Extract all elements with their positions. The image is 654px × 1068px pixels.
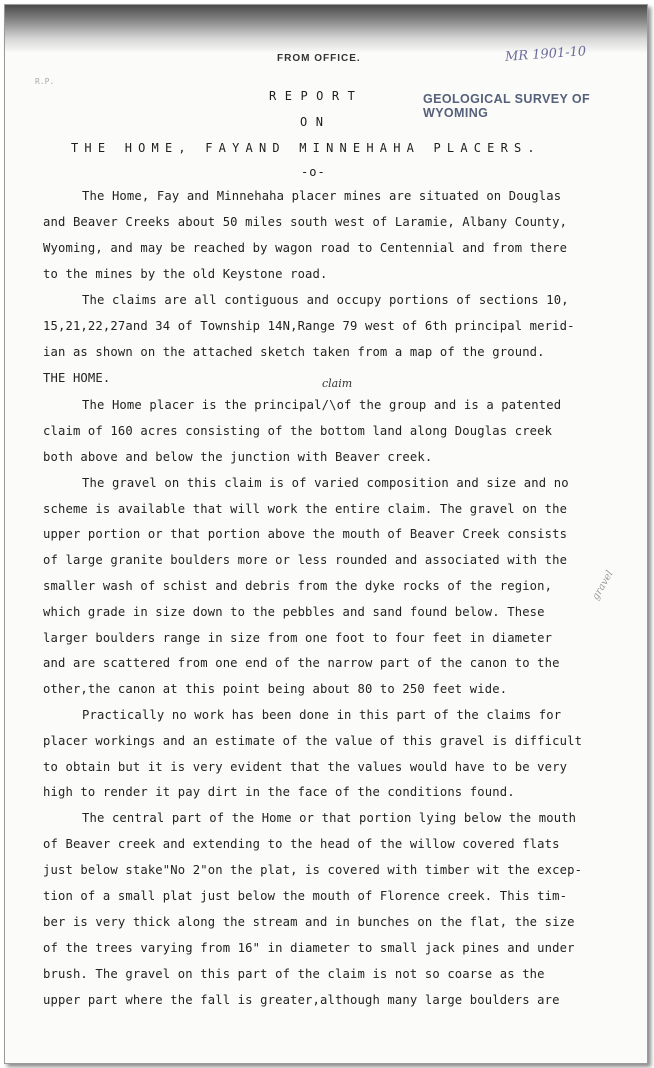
body-line: Wyoming, and may be reached by wagon road to Centennial and from there: [43, 241, 568, 255]
body-line: of large granite boulders more or less rounded and associated with the: [43, 553, 568, 567]
body-line: to the mines by the old Keystone road.: [43, 267, 328, 281]
body-line: and Beaver Creeks about 50 miles south west of Laramie, Albany County,: [43, 215, 568, 229]
from-office-header: FROM OFFICE.: [277, 53, 361, 64]
survey-stamp: GEOLOGICAL SURVEY OF WYOMING: [423, 92, 591, 120]
margin-scribble: gravel: [590, 568, 616, 603]
body-line: The Home, Fay and Minnehaha placer mines are situated on Douglas: [82, 189, 562, 203]
body-line: The central part of the Home or that portion lying below the mouth: [82, 811, 577, 825]
body-line: Practically no work has been done in this part of the claims for: [82, 708, 562, 722]
inserted-word-annotation: claim: [322, 377, 353, 390]
body-line: scheme is available that will work the entire claim. The gravel on the: [43, 502, 568, 516]
body-line: placer workings and an estimate of the value of this gravel is difficult: [43, 734, 583, 748]
body-line: to obtain but it is very evident that the values would have to be very: [43, 760, 568, 774]
title-separator: -o-: [301, 165, 326, 179]
body-line: other,the canon at this point being about 80 to 250 feet wide.: [43, 682, 508, 696]
title-report: REPORT: [269, 89, 364, 103]
body-line: THE HOME.: [43, 371, 111, 385]
body-line: brush. The gravel on this part of the claim is not so coarse as the: [43, 967, 545, 981]
body-line: and are scattered from one end of the narrow part of the canon to the: [43, 656, 560, 670]
body-line: 15,21,22,27and 34 of Township 14N,Range 79 west of 6th principal merid-: [43, 319, 575, 333]
body-line: ian as shown on the attached sketch taken from a map of the ground.: [43, 345, 545, 359]
body-line: tion of a small plat just below the mouth of Florence creek. This tim-: [43, 889, 568, 903]
body-line: upper part where the fall is greater,although many large boulders are: [43, 993, 560, 1007]
document-page: [4, 4, 648, 1064]
body-line: claim of 160 acres consisting of the bottom land along Douglas creek: [43, 424, 553, 438]
body-line: The claims are all contiguous and occupy portions of sections 10,: [82, 293, 569, 307]
body-line: larger boulders range in size from one foot to four feet in diameter: [43, 631, 553, 645]
body-line: just below stake"No 2"on the plat, is covered with timber wit the excep-: [43, 863, 583, 877]
body-line: which grade in size down to the pebbles and sand found below. These: [43, 605, 545, 619]
rp-mark: R.P.: [35, 77, 55, 86]
title-on: ON: [300, 115, 332, 129]
body-line: of Beaver creek and extending to the head of the willow covered flats: [43, 837, 560, 851]
body-line: The Home placer is the principal/\of the group and is a patented: [82, 398, 562, 412]
title-placers: THE HOME, FAYAND MINNEHAHA PLACERS.: [71, 141, 541, 155]
body-line: ber is very thick along the stream and in bunches on the flat, the size: [43, 915, 575, 929]
body-line: high to render it pay dirt in the face of the conditions found.: [43, 785, 515, 799]
body-line: upper portion or that portion above the mouth of Beaver Creek consists: [43, 527, 568, 541]
body-line: both above and below the junction with Beaver creek.: [43, 450, 433, 464]
body-line: smaller wash of schist and debris from the dyke rocks of the region,: [43, 579, 553, 593]
handwritten-reference: MR 1901-10: [504, 44, 587, 65]
body-line: of the trees varying from 16" in diameter to small jack pines and under: [43, 941, 575, 955]
body-line: The gravel on this claim is of varied composition and size and no: [82, 476, 569, 490]
